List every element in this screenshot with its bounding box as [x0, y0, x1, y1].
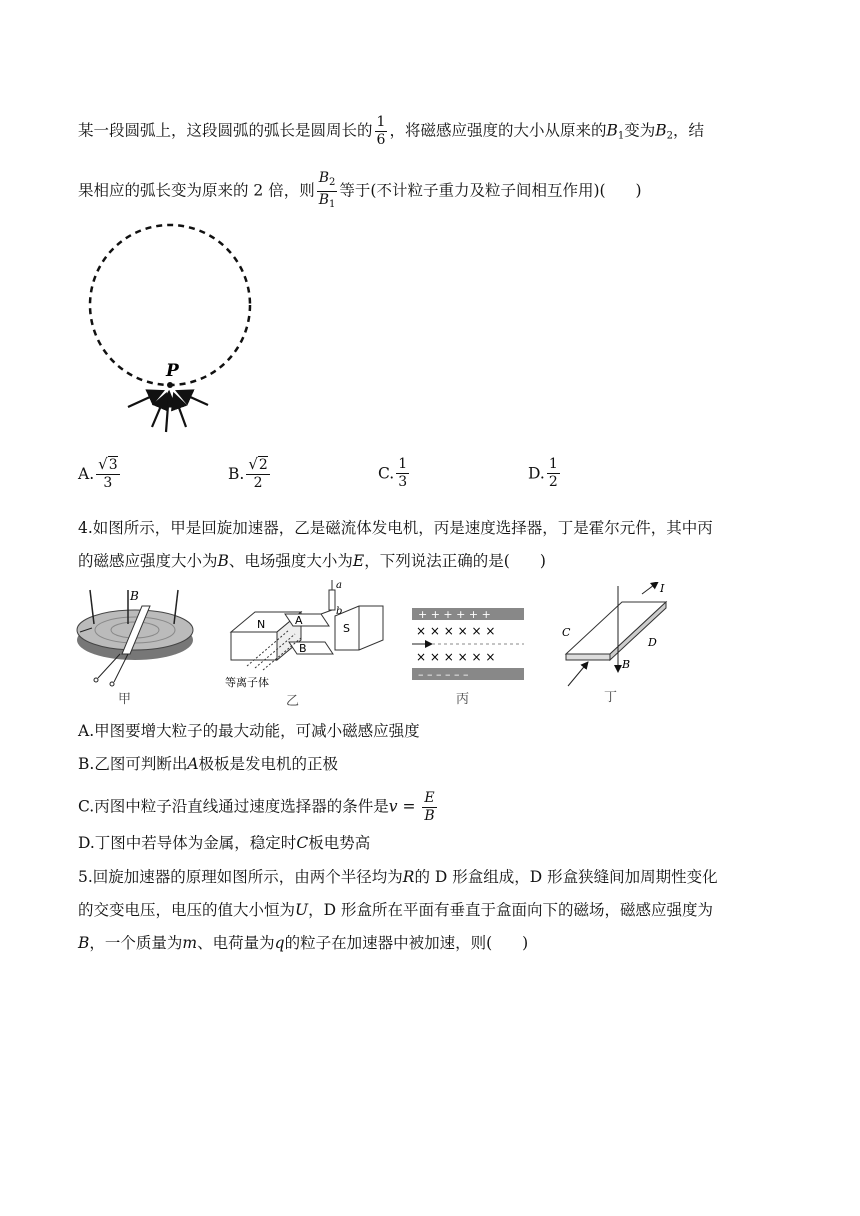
q4-option-d[interactable]: D.丁图中若导体为金属，稳定时C板电势高 [78, 834, 371, 852]
svg-text:D: D [648, 636, 657, 649]
svg-text:C: C [562, 626, 571, 639]
caption-jia: 甲 [118, 692, 132, 707]
svg-text:a: a [336, 580, 342, 591]
svg-text:– – – – – –: – – – – – – [418, 668, 469, 681]
point-p-dot [167, 382, 173, 388]
label-p: P [166, 361, 179, 381]
svg-text:+ + + + + +: + + + + + + [418, 608, 491, 621]
svg-text:b: b [336, 606, 343, 617]
q5-stem-line1: 5.回旋加速器的原理如图所示，由两个半径均为R的 D 形盒组成，D 形盒狭缝间加周期性变化 [78, 868, 718, 886]
svg-text:× × × × × ×: × × × × × × [416, 650, 496, 664]
caption-bing: 丙 [456, 692, 470, 707]
arrow-right-1 [174, 394, 186, 427]
arc-fraction: $\frac{1}{6}$ [376, 114, 386, 148]
figure-yi-mhd-generator [225, 580, 390, 690]
svg-text:B: B [622, 658, 631, 671]
q3-stem-line2: 果相应的弧长变为原来的 2 倍，则 $\frac{B_2}{B_1}$ 等于(不计粒子重力及粒子间相互作用)( ) [78, 170, 642, 213]
svg-text:等离子体: 等离子体 [225, 676, 269, 689]
q5-stem-line3: B，一个质量为m、电荷量为q的粒子在加速器中被加速，则( ) [78, 934, 529, 952]
b-ratio-fraction: $\frac{B_2}{B_1}$ [318, 170, 336, 210]
q3-option-a[interactable]: A. $\frac{√3}{3}$ [78, 455, 118, 491]
svg-text:B: B [299, 642, 307, 655]
q3-option-b[interactable]: B. $\frac{√2}{2}$ [228, 455, 268, 491]
figure-bing-velocity-selector [408, 606, 528, 682]
q4-option-a[interactable]: A.甲图要增大粒子的最大动能，可减小磁感应强度 [78, 722, 420, 740]
svg-text:× × × × × ×: × × × × × × [416, 624, 496, 638]
arrow-left-2 [128, 391, 163, 407]
svg-text:S: S [343, 622, 350, 635]
q5-stem-line2: 的交变电压，电压的值大小恒为U，D 形盒所在平面有垂直于盒面向下的磁场，磁感应强度为 [78, 901, 713, 919]
q4-stem-line2: 的磁感应强度大小为B、电场强度大小为E，下列说法正确的是( ) [78, 552, 546, 570]
caption-ding: 丁 [604, 690, 618, 705]
figure-ding-hall-element [558, 582, 688, 692]
arrow-center [166, 392, 169, 432]
svg-text:I: I [660, 582, 665, 595]
svg-text:A: A [295, 614, 303, 627]
arrow-right-2 [177, 391, 208, 405]
caption-yi: 乙 [286, 694, 300, 709]
q3-option-d[interactable]: D. $\frac{1}{2}$ [528, 456, 558, 490]
q4-option-b[interactable]: B.乙图可判断出A极板是发电机的正极 [78, 755, 339, 773]
q4-stem-line1: 4.如图所示，甲是回旋加速器，乙是磁流体发电机，丙是速度选择器，丁是霍尔元件，其中丙 [78, 519, 713, 537]
arrow-left-1 [152, 394, 166, 427]
q3-circle-figure [78, 212, 258, 437]
q3-stem-line1: 某一段圆弧上，这段圆弧的弧长是圆周长的 $\frac{1}{6}$ ，将磁感应强度的大小从原来的$B_1$变为$B_2$，结 [78, 114, 705, 148]
q3-option-c[interactable]: C. $\frac{1}{3}$ [378, 456, 408, 490]
figure-jia-cyclotron [70, 582, 210, 702]
svg-text:N: N [257, 618, 266, 631]
q4-option-c[interactable]: C.丙图中粒子沿直线通过速度选择器的条件是v = $\frac{E}{B}$ [78, 790, 435, 824]
svg-text:B: B [130, 589, 139, 603]
